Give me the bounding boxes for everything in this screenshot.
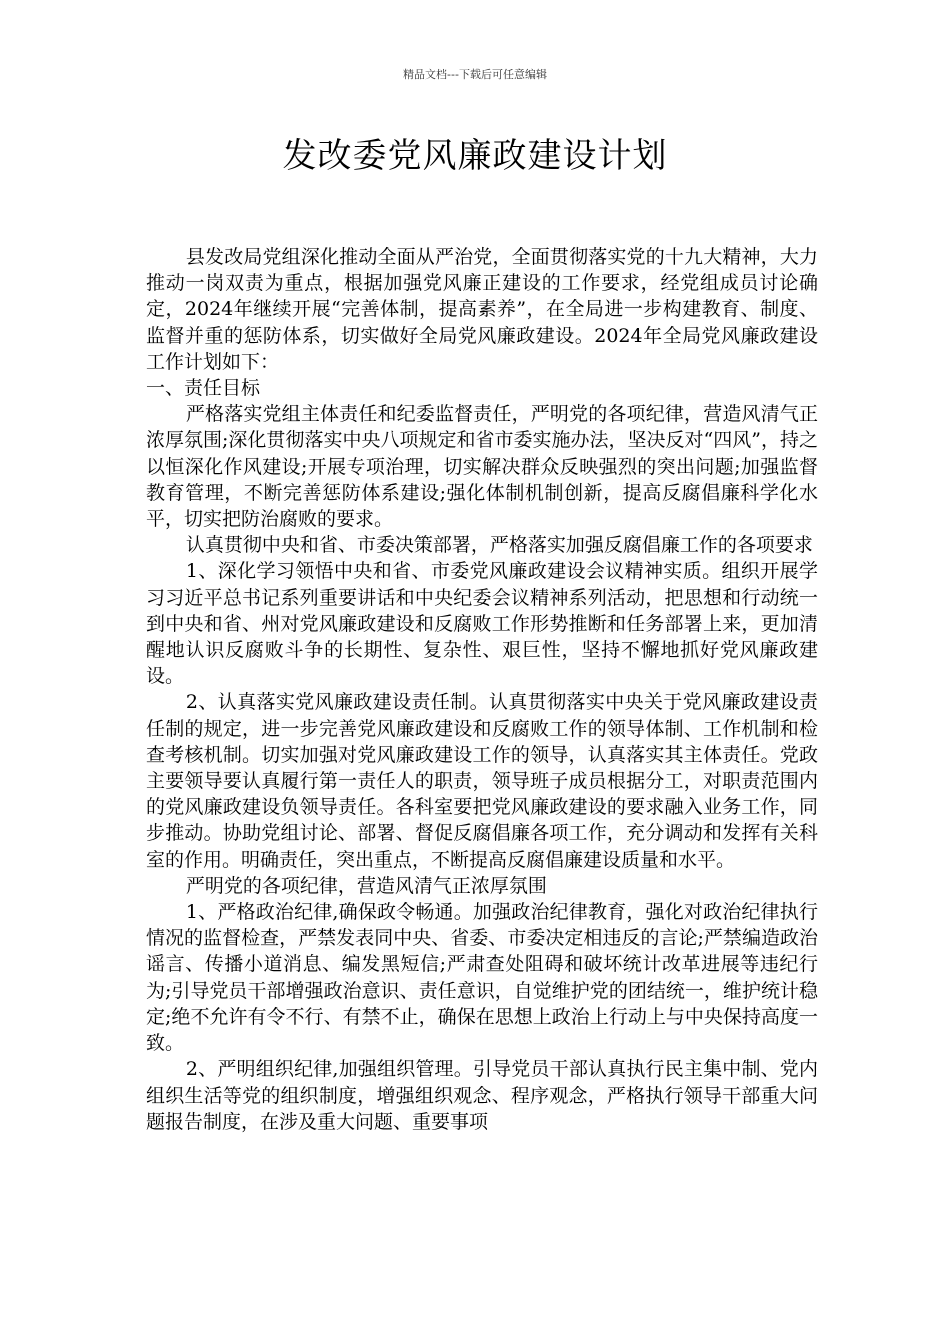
paragraph: 严明党的各项纪律，营造风清气正浓厚氛围 — [185, 874, 547, 897]
paragraph: 2、严明组织纪律,加强组织管理。引导党员干部认真执行民主集中制、党内组织生活等党的组织制度，增强组织观念、程序观念，严格执行领导干部重大问题报告制度，在涉及重大问题、重要事项 — [146, 1058, 818, 1133]
header-note: 精品文档---下载后可任意编辑 — [403, 68, 547, 81]
section-heading: 一、责任目标 — [146, 377, 261, 400]
paragraph: 2、认真落实党风廉政建设责任制。认真贯彻落实中央关于党风廉政建设责任制的规定，进一步完善党风廉政建设和反腐败工作的领导体制、工作机制和检查考核机制。切实加强对党风廉政建设工作的领导，认真落实其主体责任。党政主要领导要认真履行第一责任人的职责，领导班子成员根据分工，对职责范围内的党风廉政建设负领导责任。各科室要把党风廉政建设的要求融入业务工作，同步推动。协助党组讨论、部署、督促反腐倡廉各项工作，充分调动和发挥有关科室的作用。明确责任，突出重点，不断提高反腐倡廉建设质量和水平。 — [146, 691, 818, 871]
paragraph: 县发改局党组深化推动全面从严治党，全面贯彻落实党的十九大精神，大力推动一岗双责为重点，根据加强党风廉正建设的工作要求，经党组成员讨论确定，2024年继续开展“完善体制，提高素养”，在全局进一步构建教育、制度、监督并重的惩防体系，切实做好全局党风廉政建设。2024年全局党风廉政建设工作计划如下： — [146, 246, 818, 373]
paragraph: 1、严格政治纪律,确保政令畅通。加强政治纪律教育，强化对政治纪律执行情况的监督检查，严禁发表同中央、省委、市委决定相违反的言论;严禁编造政治谣言、传播小道消息、编发黑短信;严肃查处阻碍和破坏统计改革进展等违纪行为;引导党员干部增强政治意识、责任意识，自觉维护党的团结统一，维护统计稳定;绝不允许有令不行、有禁不止，确保在思想上政治上行动上与中央保持高度一致。 — [146, 901, 818, 1055]
document-title: 发改委党风廉政建设计划 — [282, 136, 668, 176]
document-body — [146, 244, 818, 1135]
paragraph: 严格落实党组主体责任和纪委监督责任，严明党的各项纪律，营造风清气正浓厚氛围;深化贯彻落实中央八项规定和省市委实施办法，坚决反对“四风”，持之以恒深化作风建设;开展专项治理，切实解决群众反映强烈的突出问题;加强监督教育管理，不断完善惩防体系建设;强化体制机制创新，提高反腐倡廉科学化水平，切实把防治腐败的要求。 — [146, 403, 818, 531]
paragraph: 1、深化学习领悟中央和省、市委党风廉政建设会议精神实质。组织开展学习习近平总书记系列重要讲话和中央纪委会议精神系列活动，把思想和行动统一到中央和省、州对党风廉政建设和反腐败工作形势推断和任务部署上来，更加清醒地认识反腐败斗争的长期性、复杂性、艰巨性，坚持不懈地抓好党风廉政建设。 — [146, 560, 818, 688]
paragraph: 认真贯彻中央和省、市委决策部署，严格落实加强反腐倡廉工作的各项要求 — [185, 534, 813, 557]
